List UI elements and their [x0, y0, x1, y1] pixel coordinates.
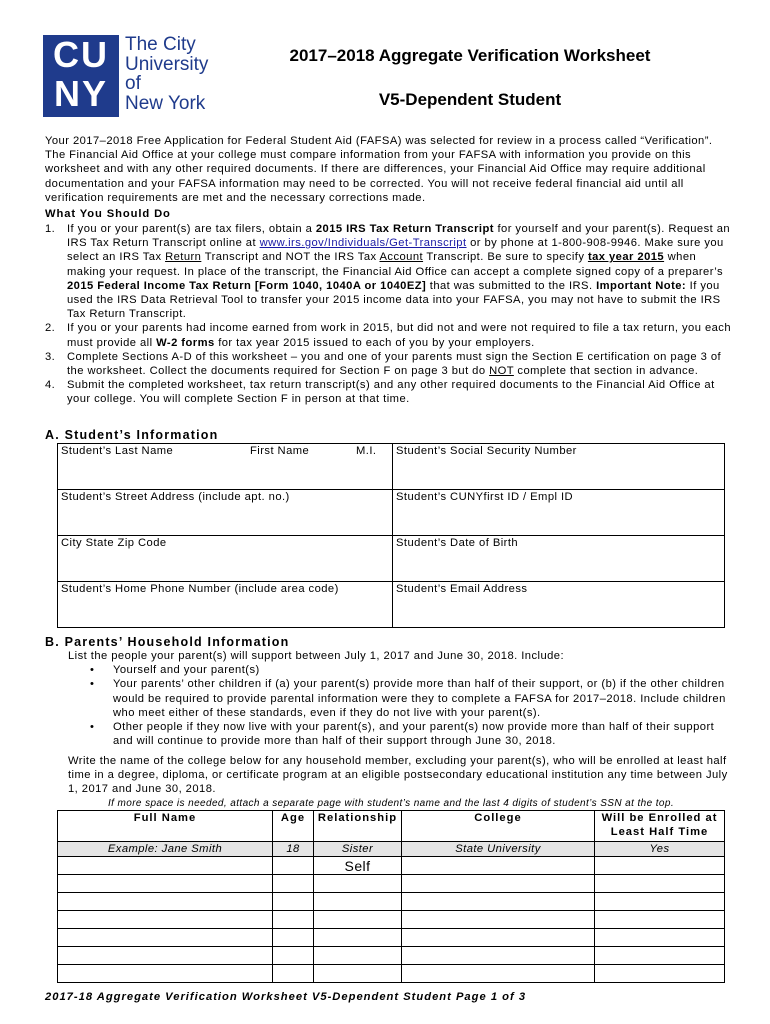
name-cell[interactable] [58, 929, 273, 947]
date-of-birth-cell[interactable] [393, 536, 725, 582]
logo-line: The City [125, 34, 196, 55]
step-text: Transcript. Be sure to specify [423, 251, 588, 264]
relationship-cell[interactable] [314, 947, 402, 965]
college-cell[interactable] [402, 893, 595, 911]
step-text: for tax year 2015 issued to each of you by your employers. [214, 336, 535, 349]
enrolled-cell[interactable] [595, 929, 725, 947]
col-enrolled-half-time: Will be Enrolled at Least Half Time [595, 811, 725, 842]
enrolled-cell[interactable] [595, 893, 725, 911]
age-cell[interactable] [273, 875, 314, 893]
step-text: when making your request. In place of the transcript, the Financial Aid Office can accept a complete signed copy of a preparer’s [67, 251, 724, 278]
college-cell[interactable] [402, 965, 595, 983]
step-bold-text: W-2 forms [156, 336, 215, 349]
name-cell[interactable] [58, 893, 273, 911]
more-space-note: If more space is needed, attach a separate page with student’s name and the last 4 digits of student’s SSN at the top. [107, 798, 675, 809]
street-address-label: Student’s Street Address (include apt. no.) [61, 491, 290, 503]
city-state-zip-cell[interactable] [58, 536, 393, 582]
step-text: Complete Sections A-D of this worksheet – you and one of your parents must sign the Section E certification on page 3 of the worksheet. Collect the documents required for Section F on page 3 but do [67, 350, 722, 378]
enrolled-cell[interactable] [595, 857, 725, 875]
cuny-logo [43, 35, 208, 117]
step-bold-text: 2015 Federal Income Tax Return [Form 1040, 1040A or 1040EZ] [67, 279, 427, 292]
step-number: 3. [45, 350, 56, 363]
logo-letters-bottom: NY [53, 73, 108, 114]
step-4 [45, 378, 735, 406]
cunyfirst-id-label: Student’s CUNYfirst ID / Empl ID [396, 491, 574, 503]
example-name: Example: Jane Smith [58, 842, 273, 857]
relationship-cell[interactable] [314, 929, 402, 947]
last-name-label: Student’s Last Name [61, 445, 174, 457]
step-text: complete that section in advance. [513, 365, 699, 378]
step-text: If you or your parent(s) are tax filers, obtain a [67, 223, 316, 235]
age-cell[interactable] [273, 965, 314, 983]
example-enrolled: Yes [595, 842, 725, 857]
enrolled-cell[interactable] [595, 965, 725, 983]
section-a-heading: A. Student’s Information [45, 428, 219, 442]
step-1 [45, 222, 735, 321]
step-text: Submit the completed worksheet, tax return transcript(s) and any other required documents to the Financial Aid Office at your college. You will complete Section F in person at that time. [67, 379, 715, 406]
step-number: 1. [45, 223, 56, 235]
step-text: If you used the IRS Data Retrieval Tool to transfer your 2015 income data into your FAFSA, you may not have to submit the IRS Tax Return Transcript. [67, 279, 721, 321]
step-underlined-text: Account [379, 251, 424, 264]
enrolled-cell[interactable] [595, 875, 725, 893]
household-bullet: • Yourself and your parent(s) [90, 663, 733, 677]
example-college: State University [402, 842, 595, 857]
city-state-zip-label: City State Zip Code [61, 537, 167, 549]
page-subtitle: V5-Dependent Student [378, 90, 562, 109]
cunyfirst-id-cell[interactable] [393, 490, 725, 536]
age-cell[interactable] [273, 893, 314, 911]
household-list-intro: List the people your parent(s) will support between July 1, 2017 and June 30, 2018. Include: [68, 650, 565, 662]
student-info-table [57, 443, 725, 628]
age-cell[interactable] [273, 857, 314, 875]
col-relationship: Relationship [314, 811, 402, 842]
table-row [58, 857, 725, 875]
email-label: Student’s Email Address [396, 583, 528, 595]
step-underlined-text: Return [165, 251, 202, 264]
col-age: Age [273, 811, 314, 842]
step-underlined-text: NOT [489, 365, 514, 378]
household-instructions [68, 649, 733, 748]
email-cell[interactable] [393, 582, 725, 628]
step-bold-text: Important Note: [596, 279, 687, 292]
table-row [58, 893, 725, 911]
name-cell[interactable] [58, 875, 273, 893]
date-of-birth-label: Student’s Date of Birth [396, 537, 519, 549]
first-name-label: First Name [250, 445, 310, 457]
household-bullet: • Other people if they now live with your parent(s), and your parent(s) now provide more than half of their support and will continue to provide more than half of their support through June 30, 2018. [90, 720, 733, 748]
col-full-name: Full Name [58, 811, 273, 842]
step-number: 4. [45, 379, 56, 392]
logo-letters [43, 35, 119, 113]
what-you-should-do-heading: What You Should Do [45, 208, 171, 220]
ssn-cell[interactable] [393, 444, 725, 490]
relationship-cell[interactable] [314, 893, 402, 911]
logo-letters-top: CU [53, 34, 109, 75]
step-text: that was submitted to the IRS. [426, 279, 597, 292]
page-title: 2017–2018 Aggregate Verification Worksheet [289, 46, 651, 65]
relationship-cell[interactable] [314, 965, 402, 983]
page-footer: 2017-18 Aggregate Verification Worksheet V5-Dependent Student Page 1 of 3 [45, 991, 527, 1003]
name-cell[interactable] [58, 965, 273, 983]
step-2 [45, 321, 735, 349]
example-age: 18 [273, 842, 314, 857]
step-text: for yourself and your parent(s). Request an IRS Tax Return Transcript online at [67, 223, 731, 250]
irs-transcript-link[interactable]: www.irs.gov/Individuals/Get-Transcript [259, 237, 467, 250]
age-cell[interactable] [273, 929, 314, 947]
example-relationship: Sister [314, 842, 402, 857]
age-cell[interactable] [273, 911, 314, 929]
college-cell[interactable] [402, 929, 595, 947]
college-cell[interactable] [402, 875, 595, 893]
ssn-label: Student’s Social Security Number [396, 445, 577, 457]
col-college: College [402, 811, 595, 842]
logo-line: New York [125, 92, 206, 114]
college-cell[interactable] [402, 911, 595, 929]
step-bold-text: 2015 IRS Tax Return Transcript [315, 223, 494, 235]
example-row [58, 842, 725, 857]
name-cell[interactable] [58, 911, 273, 929]
household-bullet: • Your parents’ other children if (a) your parent(s) provide more than half of their support, or (b) if the other children would be required to provide parental information were they to complete a FAFSA for 2017–2018. Include children who meet either of these standards, even if they do not live with your parent(s). [90, 677, 733, 720]
table-row [58, 965, 725, 983]
college-instructions: Write the name of the college below for any household member, excluding your parent(s), who will be enrolled at least half time in a degree, diploma, or certificate program at an eligible postsecondary educational institution any time between July 1, 2017 and June 30, 2018. [68, 755, 728, 796]
mi-label: M.I. [356, 445, 377, 457]
enrolled-cell[interactable] [595, 911, 725, 929]
student-name-cell[interactable] [58, 444, 393, 490]
name-cell[interactable] [58, 947, 273, 965]
steps-list [45, 222, 735, 407]
name-cell[interactable] [58, 857, 273, 875]
table-row [58, 911, 725, 929]
table-row [58, 947, 725, 965]
step-3 [45, 350, 735, 378]
home-phone-label: Student’s Home Phone Number (include area code) [61, 583, 339, 595]
college-cell[interactable] [402, 857, 595, 875]
logo-line: University [125, 53, 209, 75]
logo-line: of [125, 73, 141, 94]
relationship-cell[interactable] [314, 875, 402, 893]
intro-paragraph: Your 2017–2018 Free Application for Federal Student Aid (FAFSA) was selected for review in a process called “Verification”. The Financial Aid Office at your college must compare information from your FAFSA with information you provide on this worksheet and with any other required documents. If there are differences, your Financial Aid Office may require additional documentation and your FAFSA information may need to be corrected. You will not receive federal financial aid until all verification requirements are met and the necessary corrections made. [45, 135, 713, 204]
logo-wordmark [125, 35, 208, 113]
section-b-heading: B. Parents’ Household Information [45, 635, 290, 649]
age-cell[interactable] [273, 947, 314, 965]
table-row [58, 875, 725, 893]
step-text: or by phone at 1-800-908-9946. Make sure you select an IRS Tax [67, 237, 724, 264]
table-row [58, 929, 725, 947]
enrolled-cell[interactable] [595, 947, 725, 965]
household-table [57, 810, 725, 983]
step-text: If you or your parents had income earned from work in 2015, but did not and were not required to file a tax return, you each must provide all [67, 322, 732, 349]
step-bold-underlined-text: tax year 2015 [587, 251, 665, 264]
household-bullets [68, 663, 733, 748]
college-cell[interactable] [402, 947, 595, 965]
step-number: 2. [45, 322, 56, 335]
relationship-cell[interactable] [314, 911, 402, 929]
street-address-cell[interactable] [58, 490, 393, 536]
relationship-cell-self: Self [314, 857, 402, 875]
home-phone-cell[interactable] [58, 582, 393, 628]
step-text: Transcript and NOT the IRS Tax [201, 251, 380, 264]
